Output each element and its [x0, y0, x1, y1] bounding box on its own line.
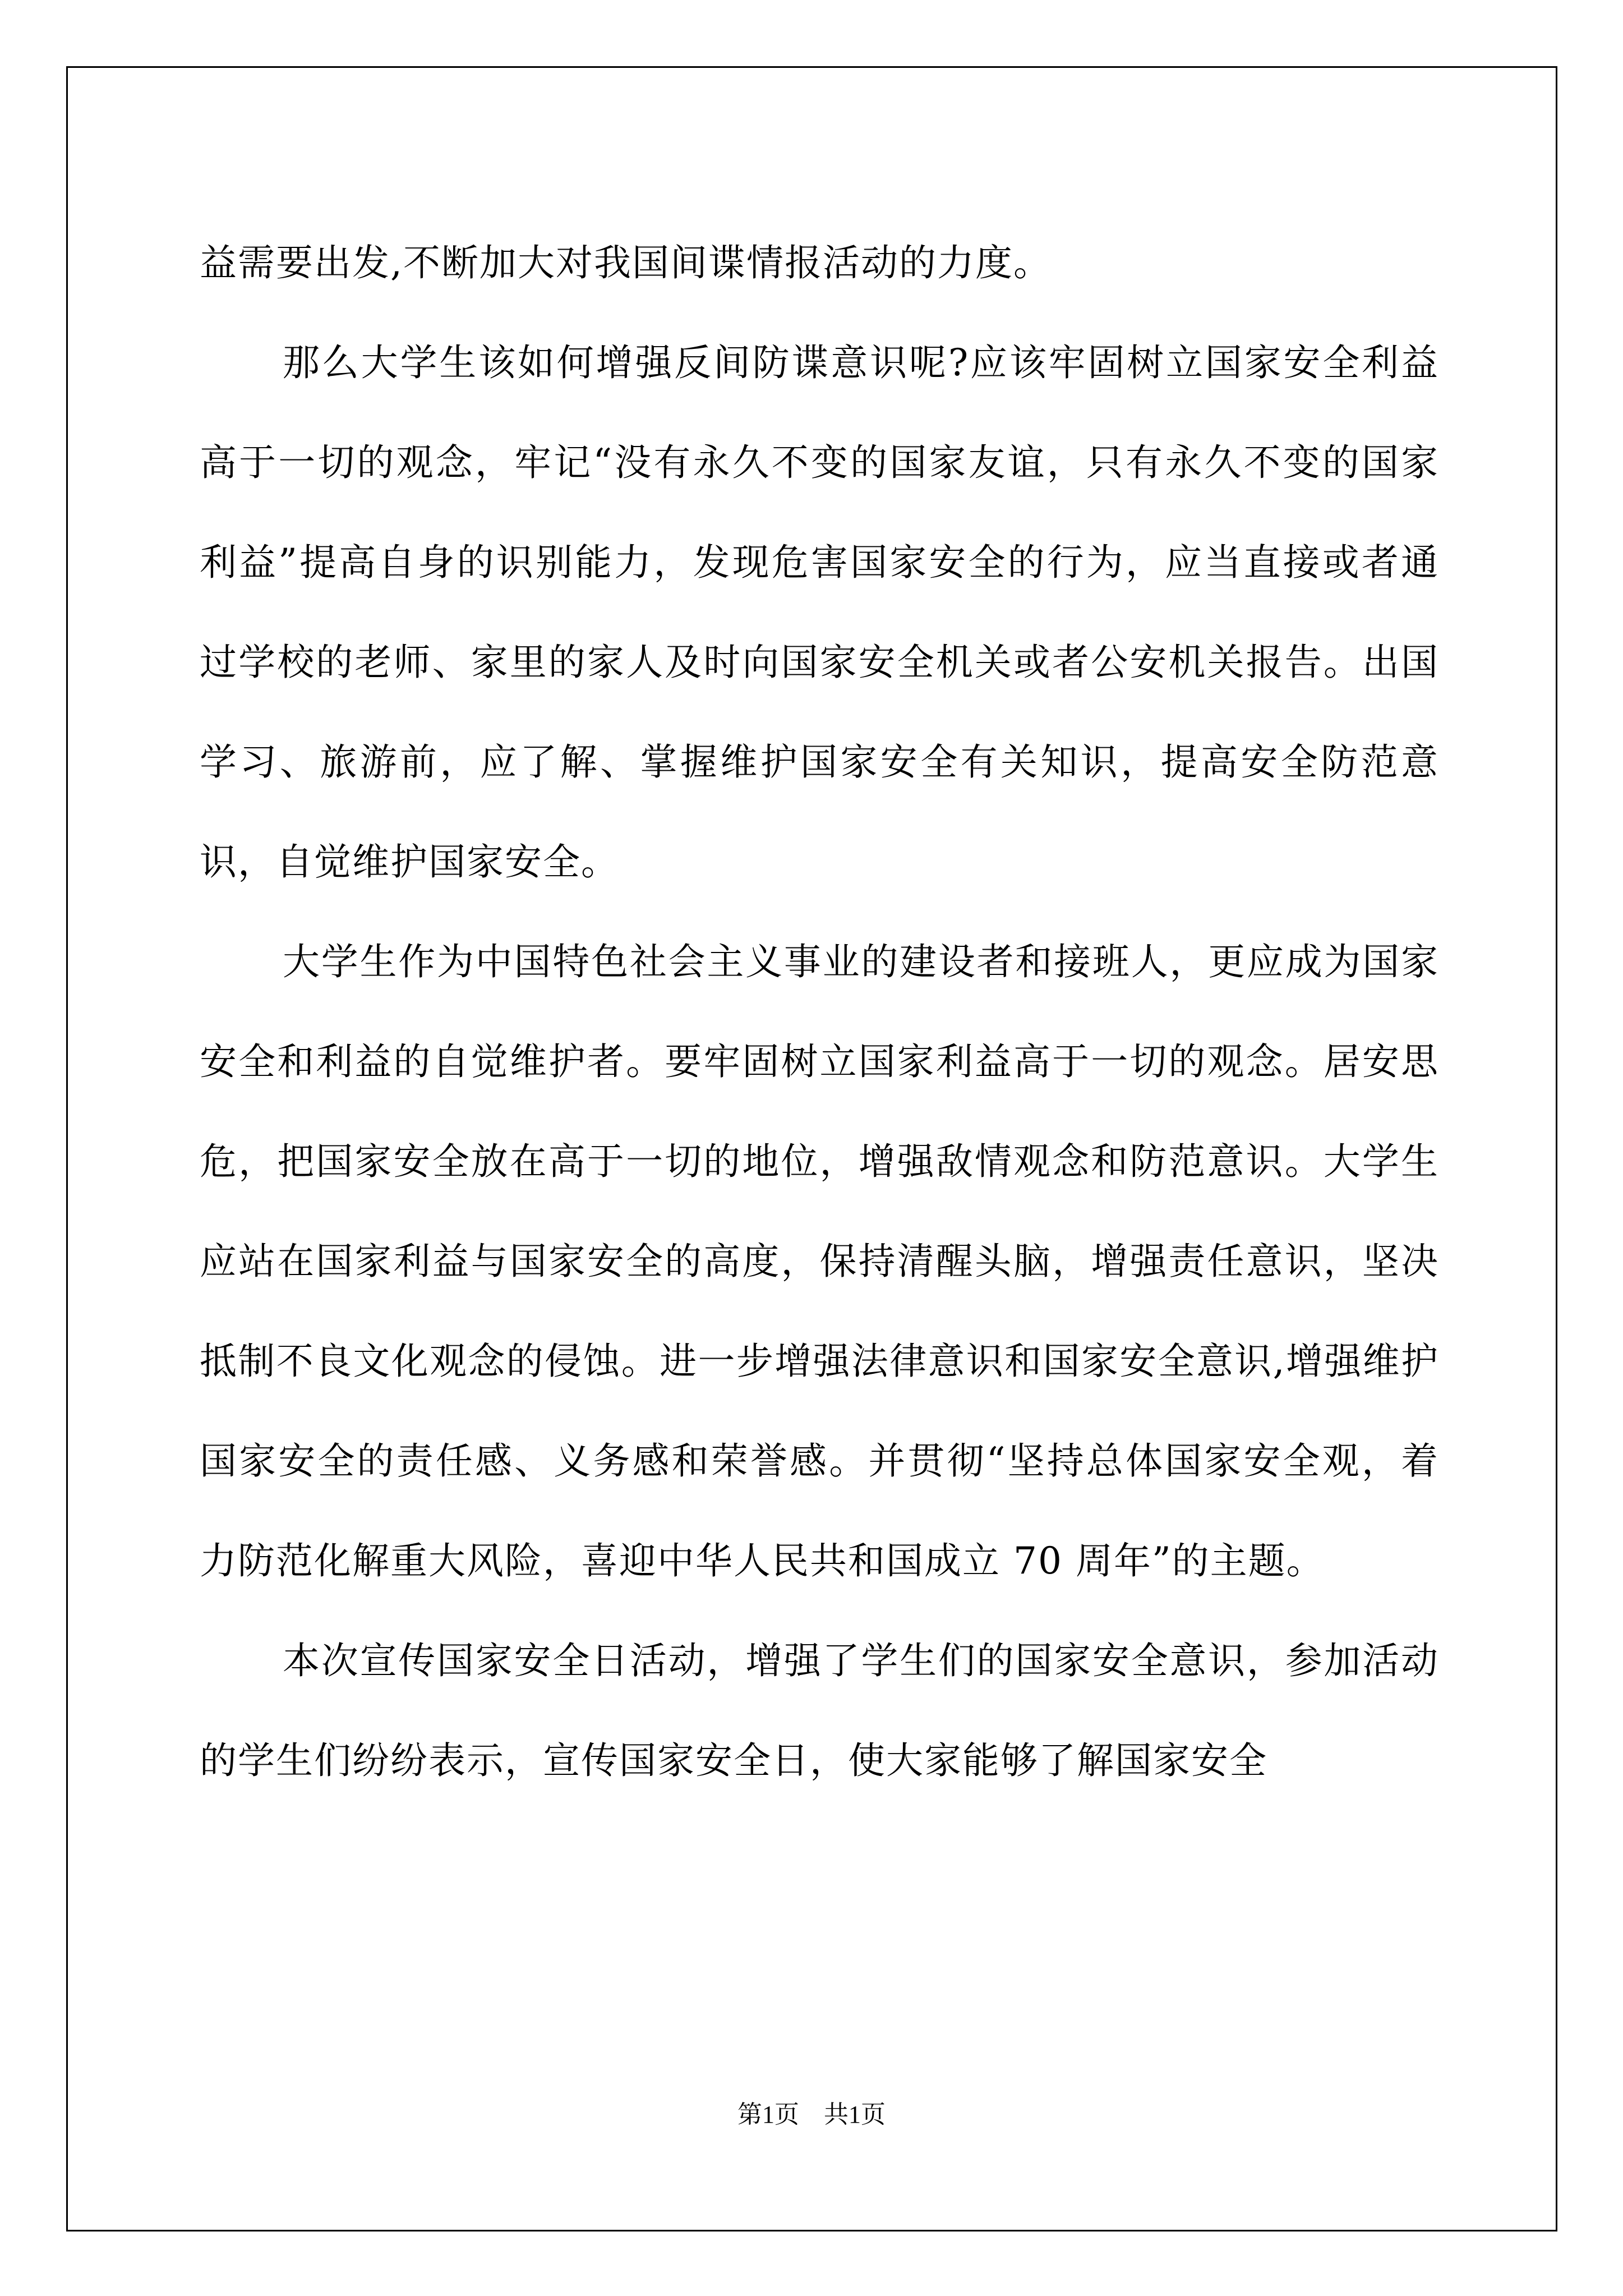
paragraph-3: 大学生作为中国特色社会主义事业的建设者和接班人，更应成为国家安全和利益的自觉维护者。要牢固树立国家利益高于一切的观念。居安思危，把国家安全放在高于一切的地位，增强敌情观念和防范意识。大学生应站在国家利益与国家安全的高度，保持清醒头脑，增强责任意识，坚决抵制不良文化观念的侵蚀。进一步增强法律意识和国家安全意识,增强维护国家安全的责任感、义务感和荣誉感。并贯彻“坚持总体国家安全观，着力防范化解重大风险，喜迎中华人民共和国成立 70 周年”的主题。: [200, 940, 1439, 1582]
paragraph-4: 本次宣传国家安全日活动，增强了学生们的国家安全意识，参加活动的学生们纷纷表示，宣传国家安全日，使大家能够了解国家安全: [200, 1639, 1439, 1782]
paragraph-1: 益需要出发,不断加大对我国间谍情报活动的力度。: [200, 241, 1052, 284]
paragraph-2: 那么大学生该如何增强反间防谍意识呢?应该牢固树立国家安全利益高于一切的观念，牢记“没有永久不变的国家友谊，只有永久不变的国家利益”提高自身的识别能力，发现危害国家安全的行为，应当直接或者通过学校的老师、家里的家人及时向国家安全机关或者公安机关报告。出国学习、旅游前，应了解、掌握维护国家安全有关知识，提高安全防范意识，自觉维护国家安全。: [200, 341, 1439, 884]
document-body: [200, 213, 1439, 1811]
page-number-footer: 第1页 共1页: [737, 2101, 886, 2128]
